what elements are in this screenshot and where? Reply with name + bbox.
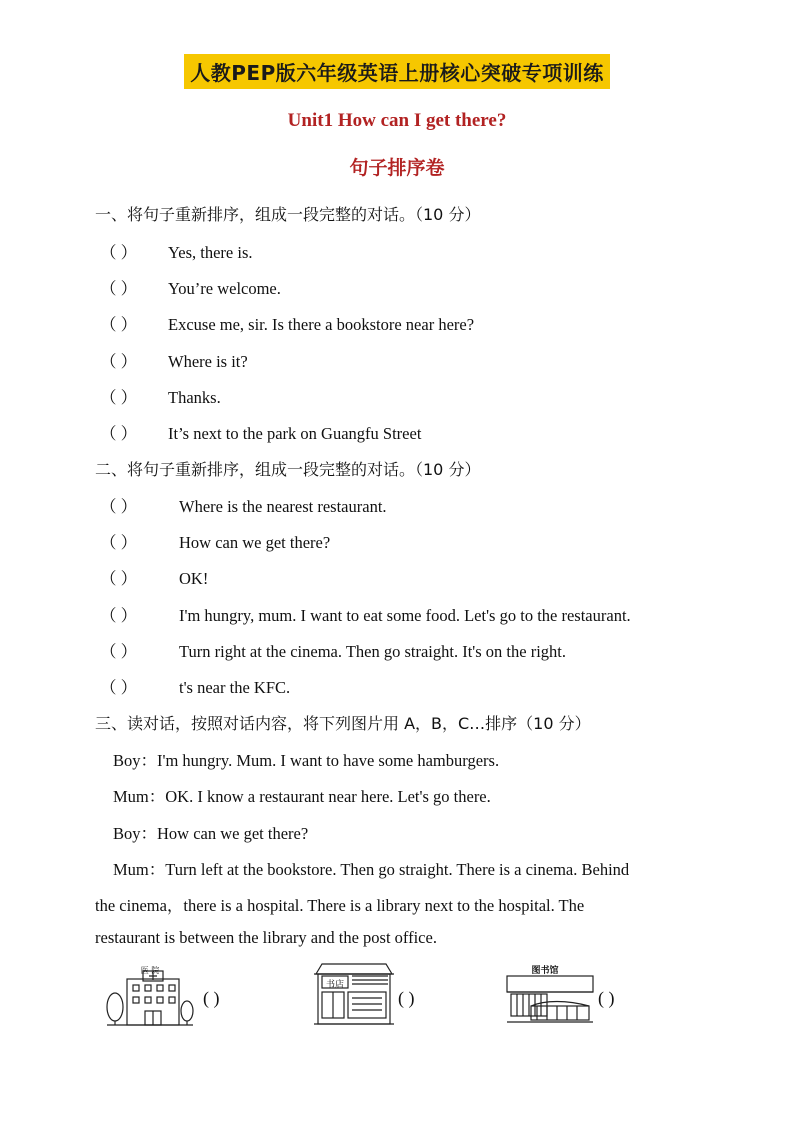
dialog-line: Boy：I'm hungry. Mum. I want to have some hamburgers. bbox=[113, 751, 500, 770]
section2-item: （ ） How can we get there? bbox=[100, 529, 330, 553]
section1-item: （ ） It’s next to the park on Guangfu Street bbox=[100, 420, 421, 444]
dialog-line: Mum：Turn left at the bookstore. Then go straight. There is a cinema. Behind bbox=[113, 860, 630, 879]
answer-blank[interactable]: ( ) bbox=[598, 988, 615, 1008]
answer-blank[interactable]: （ ） bbox=[100, 497, 138, 516]
answer-blank[interactable]: （ ） bbox=[100, 678, 138, 697]
worksheet-title: 人教PEP版六年级英语上册核心突破专项训练 bbox=[184, 54, 609, 89]
worksheet-subtitle: 句子排序卷 bbox=[349, 157, 445, 179]
dialog-line: the cinema，there is a hospital. There is a library next to the hospital. The bbox=[95, 896, 585, 915]
bookstore-sign: 书店 bbox=[325, 980, 344, 990]
section1-heading: 一、将句子重新排序，组成一段完整的对话。（10 分） bbox=[95, 205, 481, 224]
section1-item: （ ） Where is it? bbox=[100, 348, 248, 372]
answer-blank[interactable]: （ ） bbox=[100, 642, 138, 661]
section3-heading: 三、读对话，按照对话内容，将下列图片用 A，B，C…排序（10 分） bbox=[95, 714, 591, 733]
section2-item: （ ） Where is the nearest restaurant. bbox=[100, 493, 387, 517]
dialog-line: Mum：OK. I know a restaurant near here. Let's go there. bbox=[113, 787, 491, 806]
section2-heading: 二、将句子重新排序，组成一段完整的对话。（10 分） bbox=[95, 460, 481, 479]
library-sign: 图书馆 bbox=[531, 966, 559, 976]
answer-blank[interactable]: （ ） bbox=[100, 606, 138, 625]
answer-blank[interactable]: （ ） bbox=[100, 243, 138, 262]
answer-blank[interactable]: （ ） bbox=[100, 279, 138, 298]
section1-item: （ ） Excuse me, sir. Is there a bookstore near here? bbox=[100, 311, 474, 335]
section1-item: （ ） You’re welcome. bbox=[100, 275, 281, 299]
section2-item: （ ） OK! bbox=[100, 565, 208, 589]
answer-blank[interactable]: （ ） bbox=[100, 424, 138, 443]
answer-blank[interactable]: （ ） bbox=[100, 315, 138, 334]
answer-blank[interactable]: （ ） bbox=[100, 388, 138, 407]
dialog-line: restaurant is between the library and the post office. bbox=[95, 928, 437, 947]
unit-title: Unit1 How can I get there? bbox=[287, 110, 507, 131]
answer-blank[interactable]: （ ） bbox=[100, 352, 138, 371]
hospital-sign: 医 院 bbox=[140, 966, 160, 975]
dialog-line: Boy：How can we get there? bbox=[113, 824, 309, 843]
section2-item: （ ） Turn right at the cinema. Then go straight. It's on the right. bbox=[100, 638, 566, 662]
answer-blank[interactable]: （ ） bbox=[100, 569, 138, 588]
answer-blank[interactable]: ( ) bbox=[398, 988, 415, 1008]
section2-item: （ ） I'm hungry, mum. I want to eat some food. Let's go to the restaurant. bbox=[100, 602, 631, 626]
section1-item: （ ） Yes, there is. bbox=[100, 239, 253, 263]
section1-item: （ ） Thanks. bbox=[100, 384, 221, 408]
answer-blank[interactable]: ( ) bbox=[203, 988, 220, 1008]
section2-item: （ ） t's near the KFC. bbox=[100, 674, 290, 698]
answer-blank[interactable]: （ ） bbox=[100, 533, 138, 552]
bookstore-icon bbox=[312, 962, 396, 1026]
